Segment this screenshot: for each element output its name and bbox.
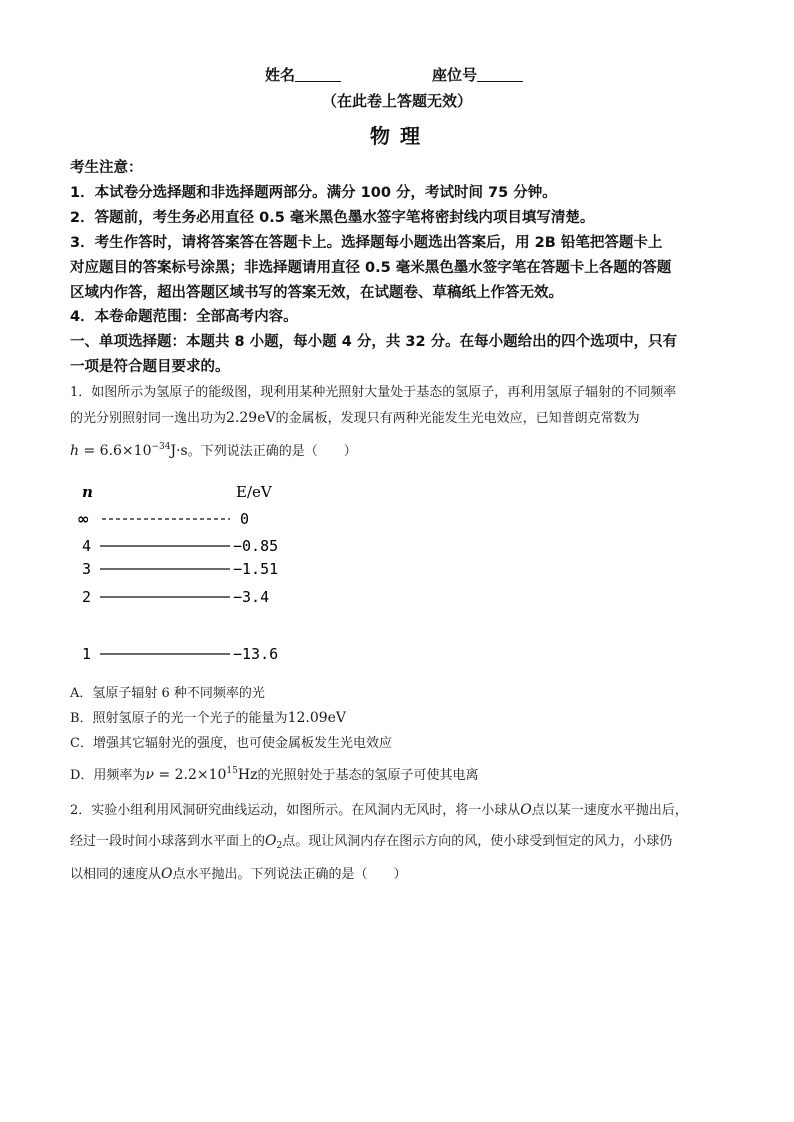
q2-line1-text-b: 点以某一速度水平抛出后， xyxy=(531,803,688,818)
notice-item-1: 1．本试卷分选择题和非选择题两部分。满分 100 分，考试时间 75 分钟。 xyxy=(70,185,557,201)
planck-exponent: −34 xyxy=(151,442,171,452)
notice-item-3: 3．考生作答时，请将答案答在答题卡上。选择题每小题选出答案后，用 2B 铅笔把答题卡上 xyxy=(70,235,663,251)
q1-option-d-text-b: 的光照射处于基态的氢原子可使其电离 xyxy=(257,768,479,783)
level-e-2: −3.4 xyxy=(233,588,270,606)
point-o2-subscript: 2 xyxy=(276,841,283,851)
planck-symbol: h xyxy=(70,443,80,459)
q1-line2-text-a: 的光分别照射同一逸出功为 xyxy=(70,411,227,426)
q2-line2-text-a: 经过一段时间小球落到水平面上的 xyxy=(70,834,266,849)
q1-option-a: A．氢原子辐射 6 种不同频率的光 xyxy=(70,686,265,701)
frequency-value: = 2.2×10 xyxy=(153,767,227,783)
energy-level-diagram xyxy=(70,480,330,670)
q1-option-b-value: 12.09eV xyxy=(287,710,347,726)
q2-line3-text-a: 以相同的速度从 xyxy=(70,867,162,882)
frequency-exponent: 15 xyxy=(226,766,238,776)
name-blank xyxy=(295,67,341,82)
q1-line3 xyxy=(70,440,357,459)
seat-blank xyxy=(477,67,523,82)
q1-option-d xyxy=(70,764,478,783)
notice-item-3-cont-2: 区域内作答，超出答题区域书写的答案无效，在试题卷、草稿纸上作答无效。 xyxy=(70,285,563,301)
notice-item-3-cont-1: 对应题目的答案标号涂黑；非选择题请用直径 0.5 毫米黑色墨水签字笔在答题卡上各题的答题 xyxy=(70,260,672,276)
notice-heading: 考生注意： xyxy=(70,160,143,176)
notice-item-4: 4．本卷命题范围：全部高考内容。 xyxy=(70,309,298,325)
q2-line1 xyxy=(70,799,688,818)
q1-work-function: 2.29eV xyxy=(226,410,276,426)
point-o-1: O xyxy=(520,802,532,818)
level-e-inf: 0 xyxy=(240,510,250,528)
invalid-note: （在此卷上答题无效） xyxy=(322,92,473,110)
level-n-inf: ∞ xyxy=(77,510,90,528)
q1-prompt: 。下列说法正确的是（ ） xyxy=(187,444,357,459)
level-e-1: −13.6 xyxy=(233,645,279,663)
section1-line1: 一、单项选择题：本题共 8 小题，每小题 4 分，共 32 分。在每小题给出的四个选项中，只有 xyxy=(70,334,678,350)
point-o2: O xyxy=(265,833,277,849)
seat-label: 座位号 xyxy=(432,66,478,84)
planck-value: = 6.6×10 xyxy=(79,443,152,459)
q1-option-d-text-a: D．用频率为 xyxy=(70,768,146,783)
level-e-4: −0.85 xyxy=(233,537,279,555)
notice-item-2: 2．答题前，考生务必用直径 0.5 毫米黑色墨水签字笔将密封线内项目填写清楚。 xyxy=(70,210,595,226)
q1-option-b xyxy=(70,707,346,726)
level-n-2: 2 xyxy=(82,588,92,606)
q1-line2 xyxy=(70,407,640,426)
level-n-3: 3 xyxy=(82,560,92,578)
q2-line1-text-a: 2．实验小组利用风洞研究曲线运动，如图所示。在风洞内无风时，将一小球从 xyxy=(70,803,521,818)
frequency-unit: Hz xyxy=(237,767,258,783)
section1-line2: 一项是符合题目要求的。 xyxy=(70,359,230,375)
name-label: 姓名 xyxy=(265,66,296,84)
level-n-1: 1 xyxy=(82,645,92,663)
level-e-3: −1.51 xyxy=(233,560,279,578)
e-axis-label: E/eV xyxy=(236,483,272,501)
q1-line1: 1．如图所示为氢原子的能级图，现利用某种光照射大量处于基态的氢原子，再利用氢原子辐射的不同频率 xyxy=(70,385,677,400)
page-title: 物理 xyxy=(370,124,430,148)
q1-option-b-text: B．照射氢原子的光一个光子的能量为 xyxy=(70,711,288,726)
q2-line2 xyxy=(70,830,672,851)
point-o-3: O xyxy=(161,866,173,882)
n-axis-label: n xyxy=(82,483,93,501)
level-n-4: 4 xyxy=(82,537,92,555)
q2-line3-text-b: 点水平抛出。下列说法正确的是（ ） xyxy=(172,867,407,882)
q2-line3 xyxy=(70,863,407,882)
q2-line2-text-b: 点。现让风洞内存在图示方向的风，使小球受到恒定的风力，小球仍 xyxy=(282,834,673,849)
seat-field xyxy=(432,64,523,85)
name-field xyxy=(265,64,341,85)
frequency-symbol: ν xyxy=(145,767,154,783)
q1-line2-text-b: 的金属板，发现只有两种光能发生光电效应，已知普朗克常数为 xyxy=(275,411,640,426)
q1-option-c: C．增强其它辐射光的强度，也可使金属板发生光电效应 xyxy=(70,736,392,751)
planck-unit: J·s xyxy=(170,443,188,459)
